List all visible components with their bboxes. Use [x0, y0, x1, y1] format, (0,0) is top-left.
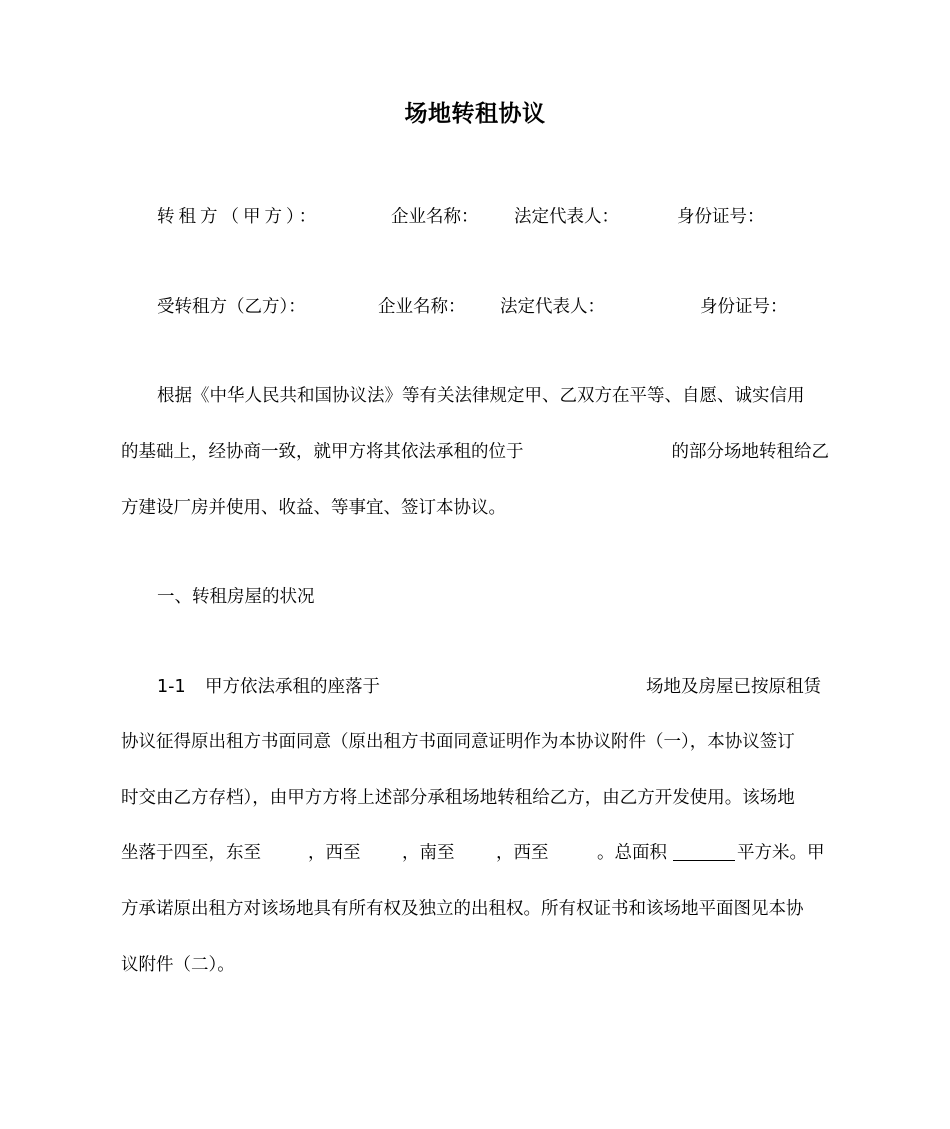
clause-1-1-line-5: 方承诺原出租方对该场地具有所有权及独立的出租权。所有权证书和该场地平面图见本协	[121, 899, 804, 919]
preamble-line-2-start: 的基础上，经协商一致，就甲方将其依法承租的位于	[121, 442, 524, 462]
clause-1-1-number: 1-1	[157, 677, 186, 697]
clause-1-1-area-blank	[673, 860, 735, 861]
preamble-line-1: 根据《中华人民共和国协议法》等有关法律规定甲、乙双方在平等、自愿、诚实信用	[157, 386, 805, 406]
party-a-rep-label: 法定代表人：	[514, 207, 619, 227]
clause-1-1-line-6: 议附件（二）。	[121, 955, 235, 975]
party-a-id-label: 身份证号：	[677, 207, 765, 227]
clause-1-1-boundary-east-label: 坐落于四至，东至	[121, 843, 261, 863]
clause-1-1-boundary-south-label: ，南至	[402, 843, 455, 863]
party-b-company-label: 企业名称：	[378, 297, 466, 317]
clause-1-1-area-label: 。总面积	[597, 843, 667, 863]
clause-1-1-line-1-end: 场地及房屋已按原租赁	[646, 677, 821, 697]
clause-1-1-line-3: 时交由乙方存档），由甲方方将上述部分承租场地转租给乙方，由乙方开发使用。该场地	[121, 788, 795, 808]
party-b-label: 受转租方（乙方）：	[157, 297, 306, 317]
clause-1-1-line-2: 协议征得原出租方书面同意（原出租方书面同意证明作为本协议附件（一），本协议签订	[121, 732, 795, 752]
clause-1-1-area-unit: 平方米。甲	[737, 843, 825, 863]
clause-1-1-boundary-west2-label: ，西至	[496, 843, 549, 863]
preamble-line-3: 方建设厂房并使用、收益、等事宜、签订本协议。	[121, 498, 506, 518]
clause-1-1-boundary-west-label: ，西至	[308, 843, 361, 863]
clause-1-1-line-1-start: 甲方依法承租的座落于	[205, 677, 380, 697]
party-a-label: 转租方（甲方）：	[157, 207, 321, 227]
section-1-heading: 一、转租房屋的状况	[157, 587, 315, 607]
preamble-line-2-end: 的部分场地转租给乙	[671, 442, 829, 462]
party-b-rep-label: 法定代表人：	[500, 297, 605, 317]
party-b-id-label: 身份证号：	[700, 297, 788, 317]
party-a-company-label: 企业名称：	[391, 207, 479, 227]
document-title: 场地转租协议	[404, 101, 546, 127]
preamble-line-2	[121, 440, 829, 464]
